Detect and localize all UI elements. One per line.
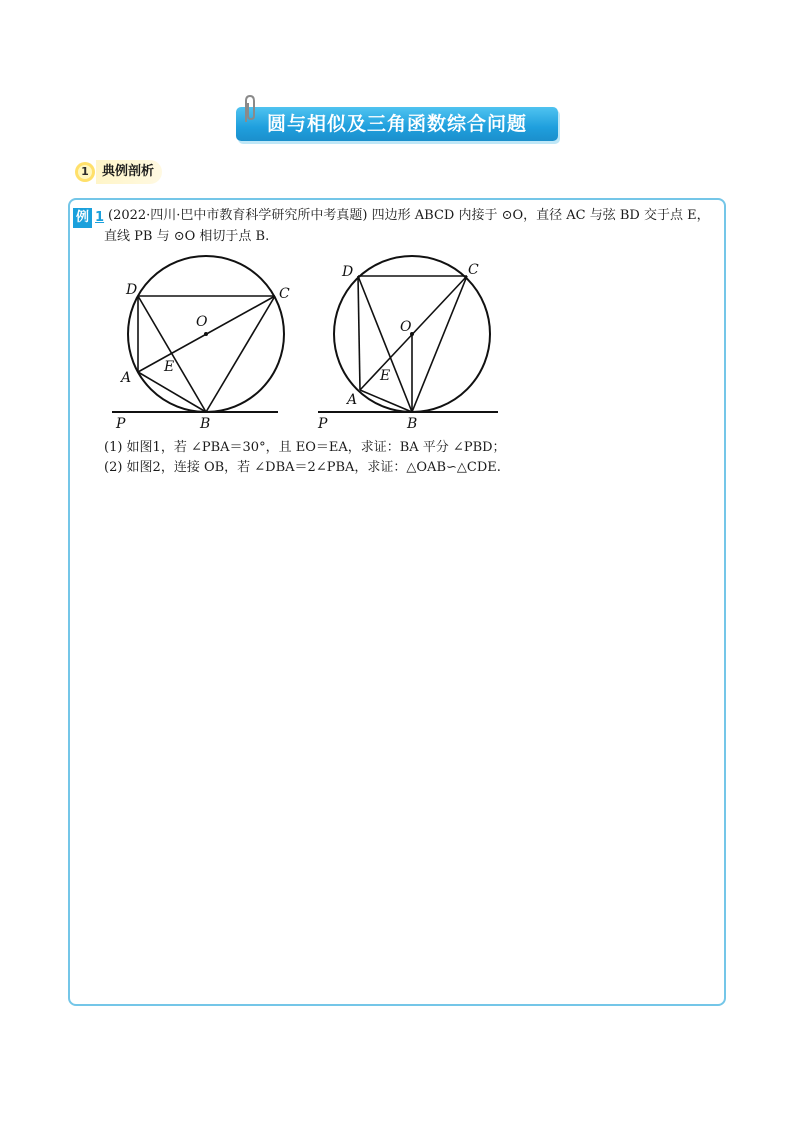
label-p: P bbox=[318, 416, 328, 432]
page-title: 圆与相似及三角函数综合问题 bbox=[266, 113, 527, 135]
section-label: 典例剖析 bbox=[96, 160, 162, 184]
label-a: A bbox=[121, 370, 132, 386]
center-dot bbox=[204, 332, 208, 336]
section-number: 1 bbox=[81, 165, 89, 178]
segment-cb bbox=[206, 296, 275, 412]
segment-cb bbox=[412, 276, 467, 412]
label-o: O bbox=[196, 314, 208, 330]
label-d: D bbox=[126, 282, 138, 298]
segment-ab bbox=[138, 372, 206, 412]
label-o: O bbox=[400, 319, 412, 335]
label-c: C bbox=[468, 262, 479, 278]
question-part-1: (1) 如图1，若 ∠PBA＝30°，且 EO＝EA，求证：BA 平分 ∠PBD； bbox=[104, 440, 506, 455]
figure-2 bbox=[314, 254, 500, 434]
label-a: A bbox=[347, 392, 358, 408]
figure-1 bbox=[108, 254, 288, 434]
paperclip-icon bbox=[239, 94, 261, 124]
question-part-2: (2) 如图2，连接 OB，若 ∠DBA＝2∠PBA，求证：△OAB∽△CDE. bbox=[104, 460, 501, 475]
label-c: C bbox=[279, 286, 290, 302]
label-b: B bbox=[200, 416, 211, 432]
label-e: E bbox=[380, 368, 391, 384]
segment-da bbox=[358, 276, 360, 390]
label-p: P bbox=[116, 416, 126, 432]
label-b: B bbox=[407, 416, 418, 432]
problem-stem-line1: (2022·四川·巴中市教育科学研究所中考真题) 四边形 ABCD 内接于 ⊙O，直径 AC 与弦 BD 交于点 E， bbox=[108, 208, 710, 223]
example-badge bbox=[73, 206, 107, 226]
example-badge-word: 例 bbox=[73, 208, 92, 228]
label-d: D bbox=[342, 264, 354, 280]
title-banner bbox=[236, 107, 558, 143]
example-number: 1 bbox=[95, 210, 105, 225]
problem-stem-line2: 直线 PB 与 ⊙O 相切于点 B. bbox=[104, 229, 270, 244]
label-e: E bbox=[164, 359, 175, 375]
